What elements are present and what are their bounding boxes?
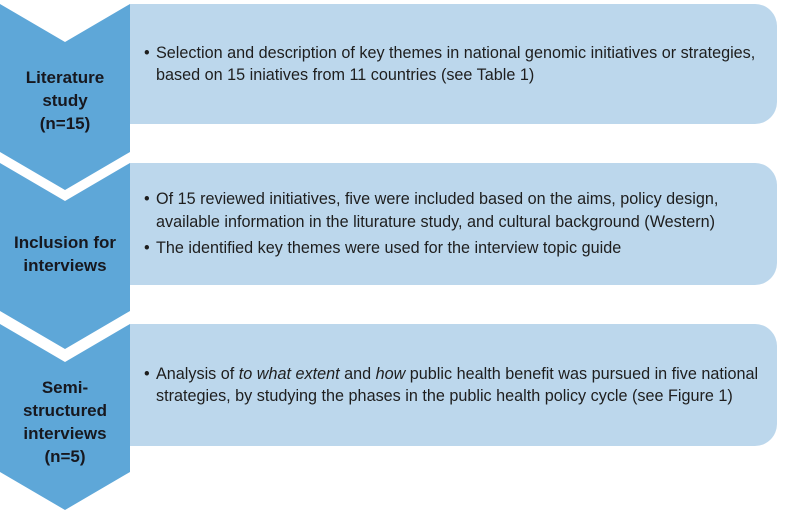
bullet-dot-icon: • xyxy=(144,43,150,62)
step-1-label-line-2: study xyxy=(42,90,88,110)
step-2-bullet-2 xyxy=(144,237,763,260)
step-1-bullet-1 xyxy=(144,42,763,87)
step-2-bullet-1-text: Of 15 reviewed initiatives, five were included based on the aims, policy design, available information in the liturature study, and cultural background (Western) xyxy=(156,190,719,231)
step-1-label-line-1: Literature xyxy=(25,67,105,87)
step-3-label-line-3: interviews xyxy=(23,424,107,443)
step-2-label xyxy=(0,214,130,294)
step-3-label-line-1: Semi- xyxy=(41,378,89,397)
step-3-bullet-1 xyxy=(144,363,763,408)
step-2-bullet-1 xyxy=(144,188,763,233)
bullet-dot-icon: • xyxy=(144,190,150,209)
step-1-description-box xyxy=(130,4,777,124)
step-1-bullet-1-text: Selection and description of key themes in national genomic initiatives or strategies, based on 15 iniatives from 11 countries (see Table 1) xyxy=(156,43,756,84)
step-2-bullet-2-text: The identified key themes were used for the interview topic guide xyxy=(156,239,622,258)
step-2-label-line-2: interviews xyxy=(23,256,107,275)
step-3-run-2: to what extent xyxy=(238,364,340,383)
step-3-run-4: how xyxy=(375,364,406,383)
bullet-dot-icon: • xyxy=(144,239,150,258)
step-3-run-1: Analysis of xyxy=(156,364,239,383)
step-2-label-line-1: Inclusion for xyxy=(14,233,116,252)
step-3-run-5: public health benefit was pursued in five national strategies, by studying the phases in the public health policy cycle (see Figure 1) xyxy=(156,364,759,405)
step-1-label xyxy=(0,50,130,150)
bullet-dot-icon: • xyxy=(144,364,150,383)
step-3-bullet-1-text xyxy=(156,363,763,408)
step-3-description-box xyxy=(130,324,777,446)
step-3-label xyxy=(0,360,130,484)
step-3-label-line-2: structured xyxy=(22,401,108,420)
step-2-description-box xyxy=(130,163,777,285)
step-3-label-line-4: (n=5) xyxy=(44,447,86,466)
step-1-label-line-3: (n=15) xyxy=(39,113,91,133)
step-3-run-3: and xyxy=(339,364,376,383)
